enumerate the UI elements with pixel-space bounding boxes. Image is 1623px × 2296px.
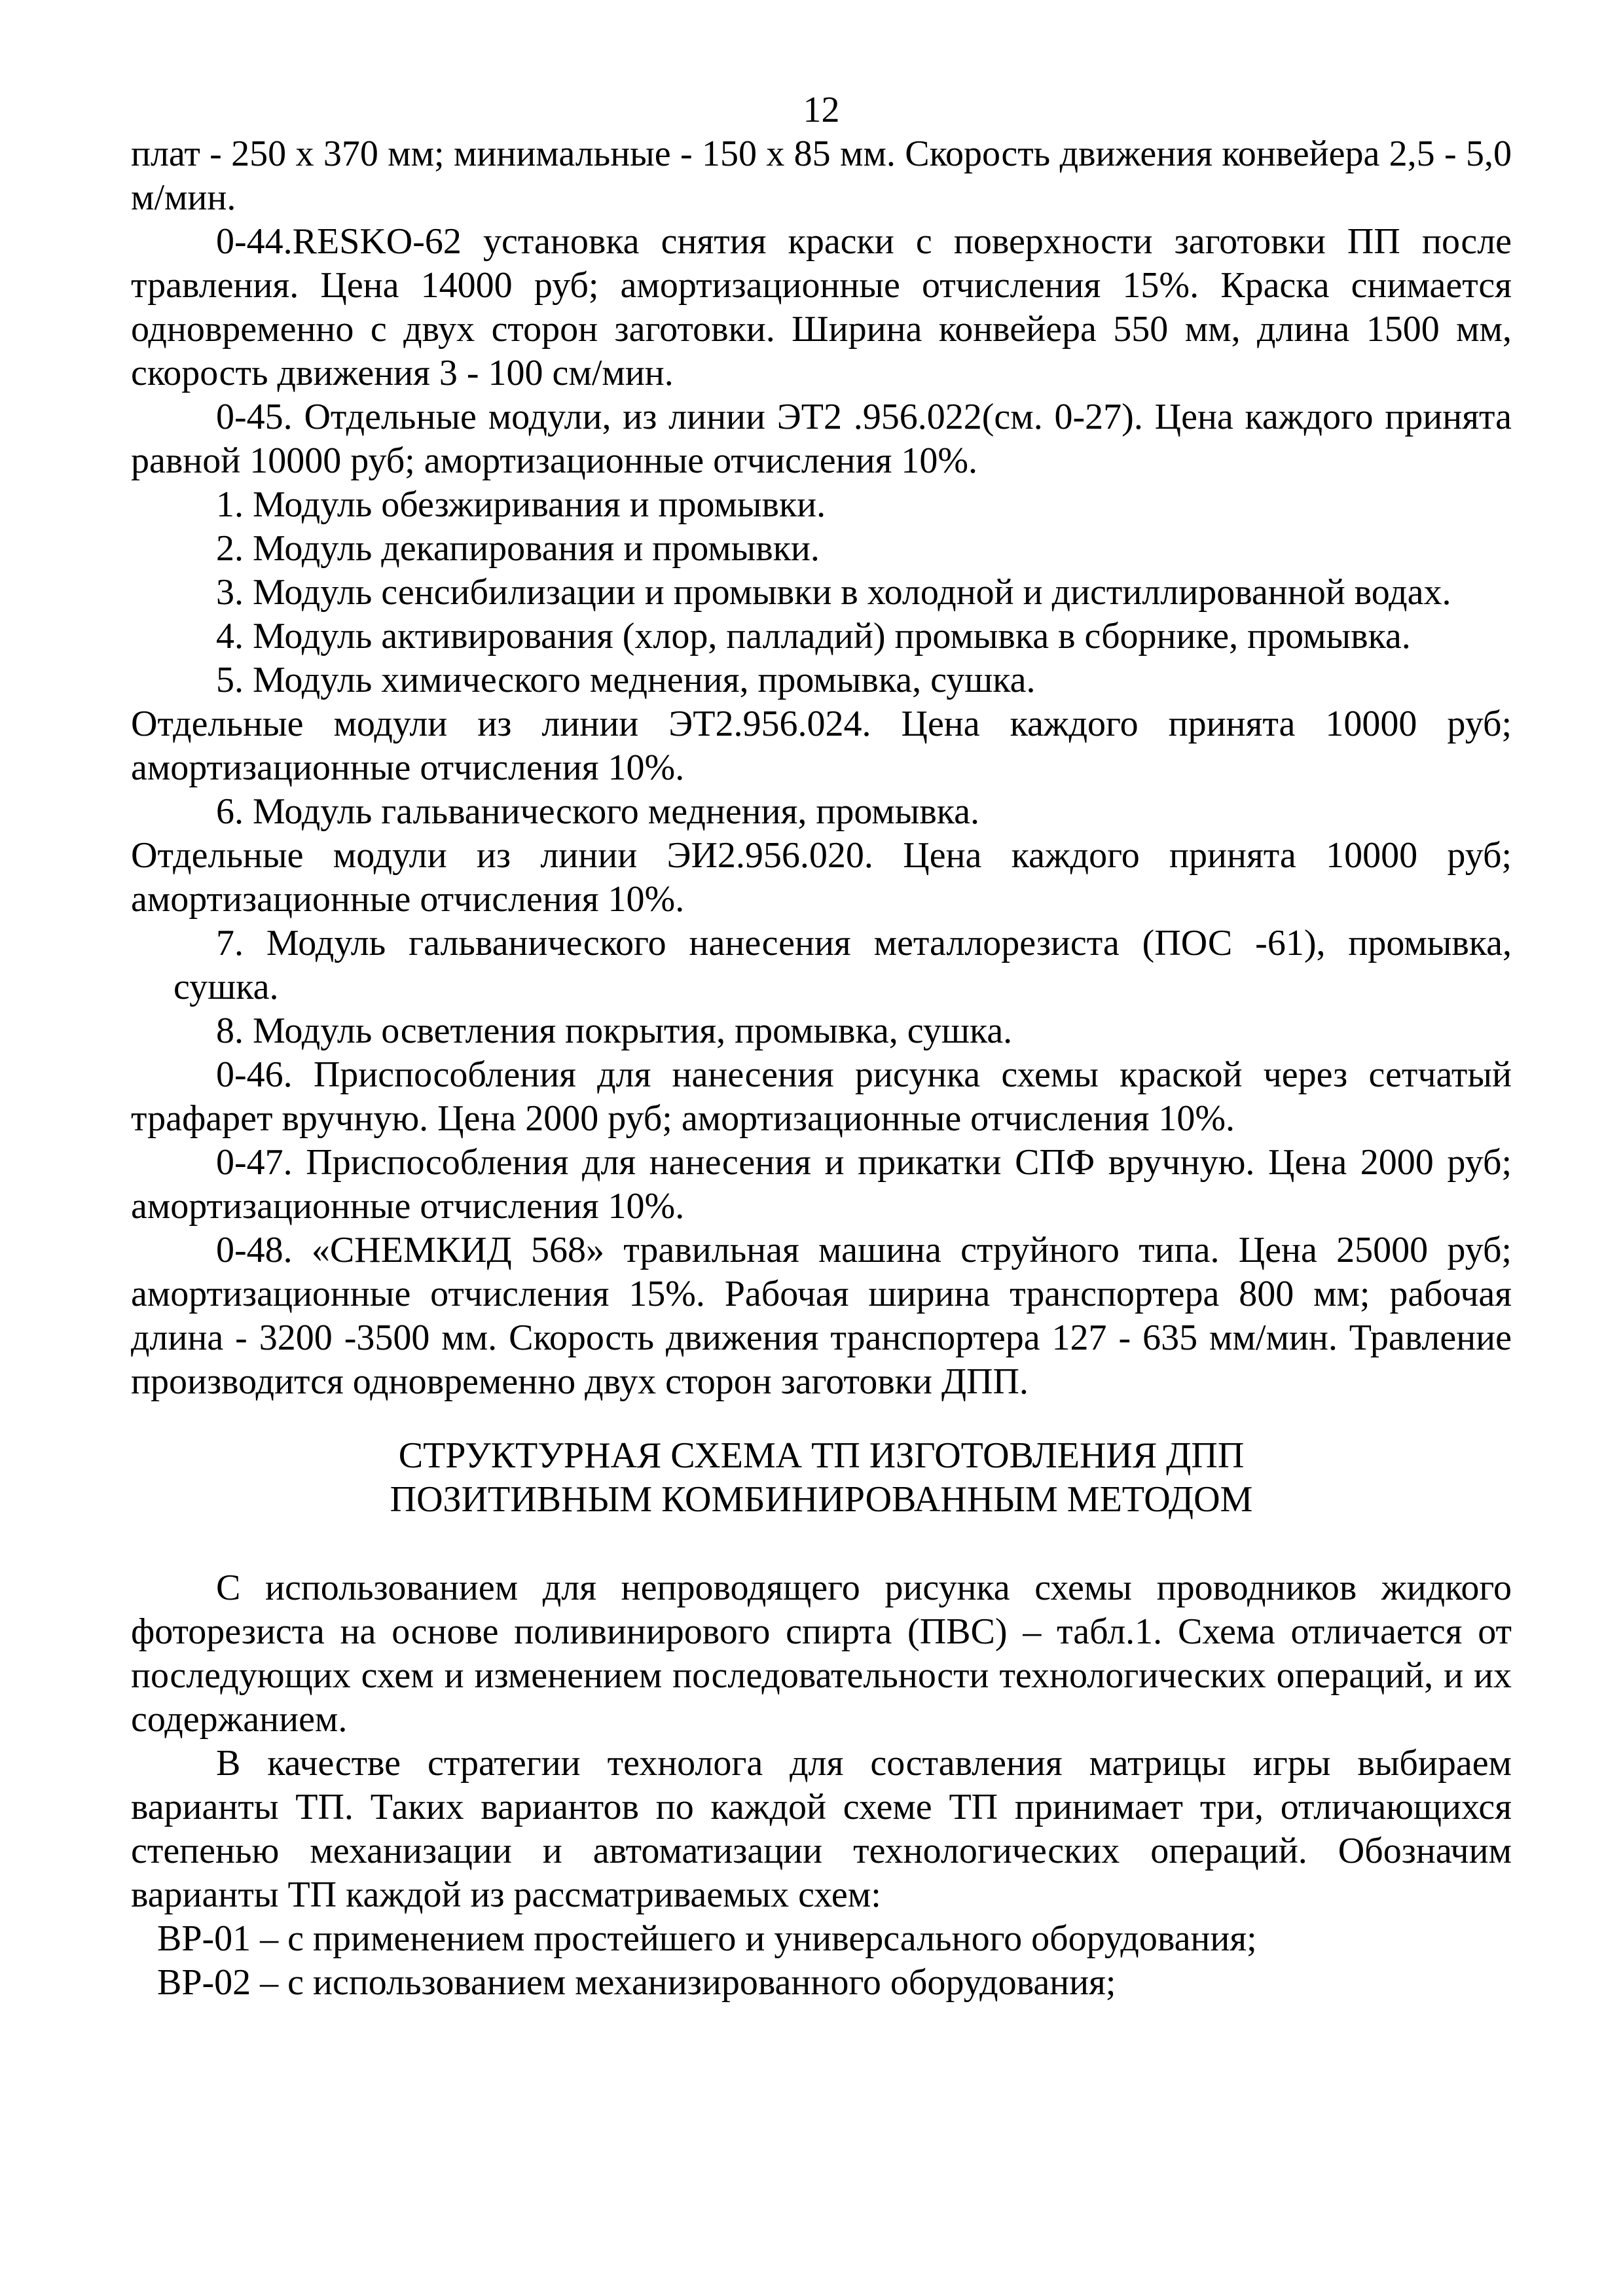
- paragraph: С использованием для непроводящего рисунка схемы проводников жидкого фоторезиста на основе поливинирового спирта (ПВС) – табл.1. Схема отличается от последующих схем и изменением последовательности технологических операций, и их содержанием.: [131, 1568, 1512, 1740]
- list-item: 2. Модуль декапирования и промывки.: [216, 528, 820, 569]
- paragraph: Отдельные модули из линии ЭТ2.956.024. Цена каждого принята 10000 руб; амортизационные отчисления 10%.: [131, 704, 1512, 788]
- list-item: 7. Модуль гальванического нанесения металлорезиста (ПОС -61), промывка, сушка.: [173, 923, 1512, 1007]
- paragraph: плат - 250 х 370 мм; минимальные - 150 х 85 мм. Скорость движения конвейера 2,5 - 5,0 м/мин.: [131, 134, 1512, 218]
- section-heading-line-2: ПОЗИТИВНЫМ КОМБИНИРОВАННЫМ МЕТОДОМ: [390, 1479, 1253, 1520]
- paragraph: 0-47. Приспособления для нанесения и прикатки СПФ вручную. Цена 2000 руб; амортизационные отчисления 10%.: [131, 1142, 1512, 1227]
- paragraph: 0-45. Отдельные модули, из линии ЭТ2 .956.022(см. 0-27). Цена каждого принята равной 10000 руб; амортизационные отчисления 10%.: [131, 397, 1512, 481]
- list-item: 4. Модуль активирования (хлор, палладий) промывка в сборнике, промывка.: [216, 616, 1411, 656]
- list-item: 1. Модуль обезжиривания и промывки.: [216, 484, 826, 525]
- page-number: 12: [803, 90, 840, 130]
- paragraph: В качестве стратегии технолога для составления матрицы игры выбираем варианты ТП. Таких вариантов по каждой схеме ТП принимает три, отличающихся степенью механизации и автоматизации технологических операций. Обозначим варианты ТП каждой из рассматриваемых схем:: [131, 1743, 1512, 1915]
- paragraph: 0-46. Приспособления для нанесения рисунка схемы краской через сетчатый трафарет вручную. Цена 2000 руб; амортизационные отчисления 10%.: [131, 1054, 1512, 1139]
- paragraph: Отдельные модули из линии ЭИ2.956.020. Цена каждого принята 10000 руб; амортизационные отчисления 10%.: [131, 835, 1512, 920]
- list-item: 6. Модуль гальванического меднения, промывка.: [216, 791, 979, 832]
- list-item: 3. Модуль сенсибилизации и промывки в холодной и дистиллированной водах.: [216, 572, 1451, 613]
- paragraph: 0-48. «СНЕМКИД 568» травильная машина струйного типа. Цена 25000 руб; амортизационные отчисления 15%. Рабочая ширина транспортера 800 мм; рабочая длина - 3200 -3500 мм. Скорость движения транспортера 127 - 635 мм/мин. Травление производится одновременно двух сторон заготовки ДПП.: [131, 1230, 1512, 1402]
- section-heading: [131, 1434, 1512, 1522]
- variant-list-item: ВР-02 – с использованием механизированного оборудования;: [157, 1962, 1116, 2003]
- list-item: 8. Модуль осветления покрытия, промывка, сушка.: [216, 1011, 1013, 1051]
- list-item: 5. Модуль химического меднения, промывка, сушка.: [216, 660, 1036, 700]
- paragraph: 0-44.RESKO-62 установка снятия краски с поверхности заготовки ПП после травления. Цена 14000 руб; амортизационные отчисления 15%. Краска снимается одновременно с двух сторон заготовки. Ширина конвейера 550 мм, длина 1500 мм, скорость движения 3 - 100 см/мин.: [131, 221, 1512, 393]
- section-heading-line-1: СТРУКТУРНАЯ СХЕМА ТП ИЗГОТОВЛЕНИЯ ДПП: [398, 1435, 1245, 1476]
- variant-list-item: ВР-01 – с применением простейшего и универсального оборудования;: [157, 1918, 1257, 1959]
